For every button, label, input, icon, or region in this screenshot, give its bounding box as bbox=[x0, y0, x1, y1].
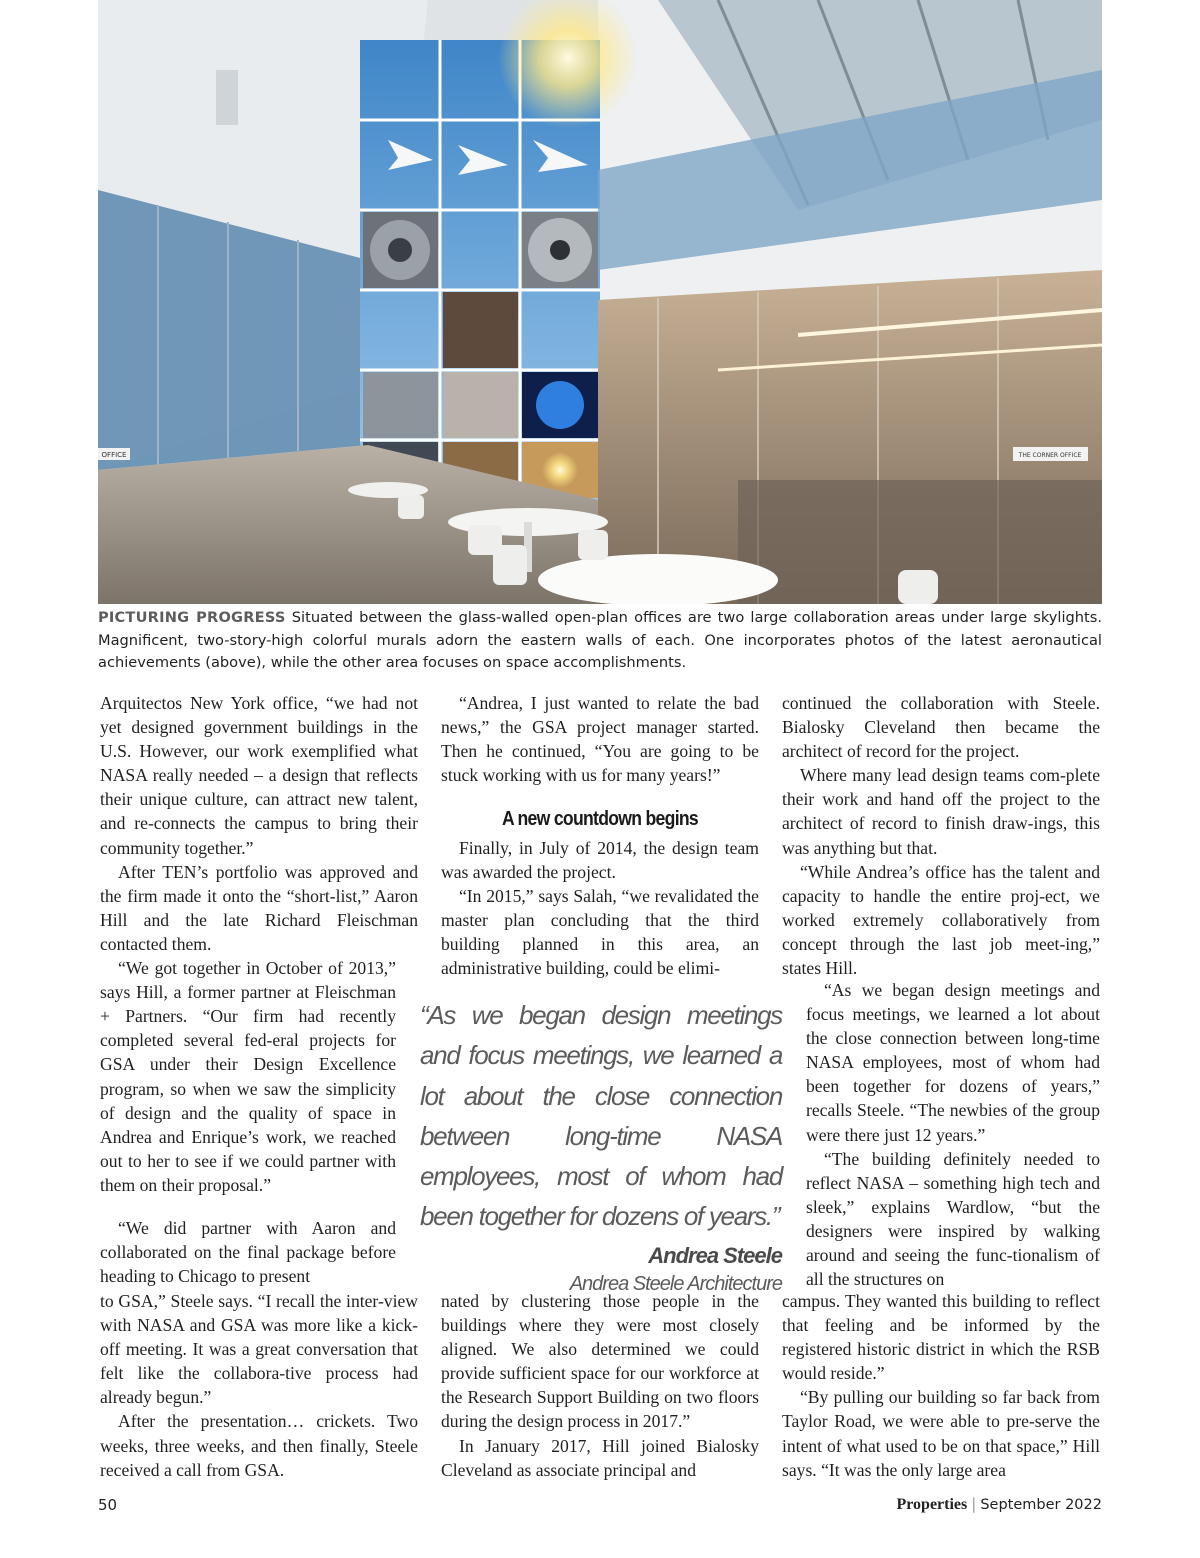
magazine-name: Properties bbox=[896, 1496, 968, 1513]
feature-photo bbox=[98, 0, 1102, 604]
col3-paragraph-1: continued the collaboration with Steele. Bialosky Cleveland then became the architect of record for the project. bbox=[782, 693, 1100, 762]
col2-paragraph-1: “Andrea, I just wanted to relate the bad news,” the GSA project manager started. Then he continued, “You are going to be stuck working with us for many years!” bbox=[441, 693, 759, 786]
page-number: 50 bbox=[98, 1496, 118, 1514]
col2-paragraph-3a: “In 2015,” says Salah, “we revalidated the master plan concluding that the third building planned in this area, an administrative building, could be elimi- bbox=[441, 886, 759, 979]
col1-paragraph-4a: “We did partner with Aaron and collaborated on the final package before heading to Chicago to present bbox=[100, 1218, 396, 1287]
column-1-bottom bbox=[100, 1289, 418, 1482]
col2-paragraph-3b: nated by clustering those people in the buildings where they were most closely aligned. We also determined we could provide sufficient space for our workforce at the Research Support Building on two floors during the design process in 2017.” bbox=[441, 1291, 759, 1432]
col3-paragraph-4: “As we began design meetings and focus meetings, we learned a lot about the close connection between long-time NASA employees, most of whom had been together for dozens of years,” recalls Steele. “The newbies of the group were there just 12 years.” bbox=[806, 980, 1100, 1145]
col1-paragraph-1: Arquitectos New York office, “we had not yet designed government buildings in the U.S. However, our work exemplified what NASA really needed – a design that reflects their unique culture, can attract new talent, and re-connects the campus to bring their community together.” bbox=[100, 693, 418, 858]
column-3-middle bbox=[806, 978, 1100, 1291]
pull-quote-name: Andrea Steele bbox=[648, 1242, 782, 1268]
col3-paragraph-5a: “The building definitely needed to reflect NASA – something high tech and sleek,” explains Wardlow, “but the designers were inspired by walking around and seeing the func-tionalism of all the structures on bbox=[806, 1148, 1100, 1290]
column-3-bottom bbox=[782, 1289, 1100, 1482]
column-1-middle bbox=[100, 1216, 396, 1288]
pull-quote-text: “As we began design meetings and focus meetings, we learned a lot about the close connection between long-time NASA employees, most of whom had been together for dozens of years.” bbox=[420, 1000, 782, 1232]
issue-date: September 2022 bbox=[980, 1497, 1102, 1513]
caption-kicker: PICTURING PROGRESS bbox=[98, 609, 286, 626]
col1-paragraph-4b: to GSA,” Steele says. “I recall the inter-view with NASA and GSA was more like a kick-off meeting. It was a great conversation that felt like the collabora-tive process had already begun.” bbox=[100, 1291, 418, 1408]
folio bbox=[896, 1495, 1102, 1514]
col3-paragraph-5b: campus. They wanted this building to reflect that feeling and be informed by the registered historic district in which the RSB would reside.” bbox=[782, 1291, 1100, 1384]
caption-text: Situated between the glass-walled open-plan offices are two large collaboration areas under large skylights. Magnificent, two-story-high colorful murals adorn the eastern walls of each. One incorporates photos of the latest aeronautical achievements (above), while the other area focuses on space accomplishments. bbox=[98, 609, 1103, 671]
column-3-top bbox=[782, 691, 1100, 980]
col1-paragraph-2: After TEN’s portfolio was approved and the firm made it onto the “short-list,” Aaron Hill and the late Richard Fleischman contacted them. bbox=[100, 861, 418, 954]
col3-paragraph-6: “By pulling our building so far back from Taylor Road, we were able to pre-serve the intent of what used to be on that space,” Hill says. “It was the only large area bbox=[782, 1387, 1100, 1480]
pull-quote-firm: Andrea Steele Architecture bbox=[569, 1272, 782, 1295]
col2-paragraph-4: In January 2017, Hill joined Bialosky Cleveland as associate principal and bbox=[441, 1435, 759, 1480]
column-2-bottom bbox=[441, 1289, 759, 1482]
col3-paragraph-2: Where many lead design teams com-plete their work and hand off the project to the architect of record to finish draw-ings, this was anything but that. bbox=[782, 765, 1100, 858]
right-office-sign: THE CORNER OFFICE bbox=[1018, 452, 1082, 459]
col1-paragraph-3: “We got together in October of 2013,” says Hill, a former partner at Fleischman + Partners. “Our firm had recently completed several fed-eral projects for GSA under their Design Excellence program, so when we saw the simplicity of design and the quality of space in Andrea and Enrique’s work, we reached out to her to see if we could partner with them on their proposal.” bbox=[100, 958, 396, 1195]
col1-paragraph-5: After the presentation… crickets. Two weeks, three weeks, and then finally, Steele received a call from GSA. bbox=[100, 1411, 418, 1480]
col3-paragraph-3: “While Andrea’s office has the talent and capacity to handle the entire proj-ect, we worked extremely collaboratively from concept through the last job meet-ing,” states Hill. bbox=[782, 861, 1100, 979]
column-2-after-subhead bbox=[441, 836, 759, 981]
pull-quote bbox=[420, 995, 782, 1296]
col2-paragraph-2: Finally, in July of 2014, the design team was awarded the project. bbox=[441, 838, 759, 883]
photo-caption bbox=[98, 607, 1102, 675]
column-1-top bbox=[100, 691, 418, 1197]
folio-separator: | bbox=[971, 1495, 977, 1513]
section-subhead: A new countdown begins bbox=[501, 808, 699, 830]
column-2-top bbox=[441, 691, 759, 787]
left-office-sign: OFFICE bbox=[101, 451, 127, 459]
